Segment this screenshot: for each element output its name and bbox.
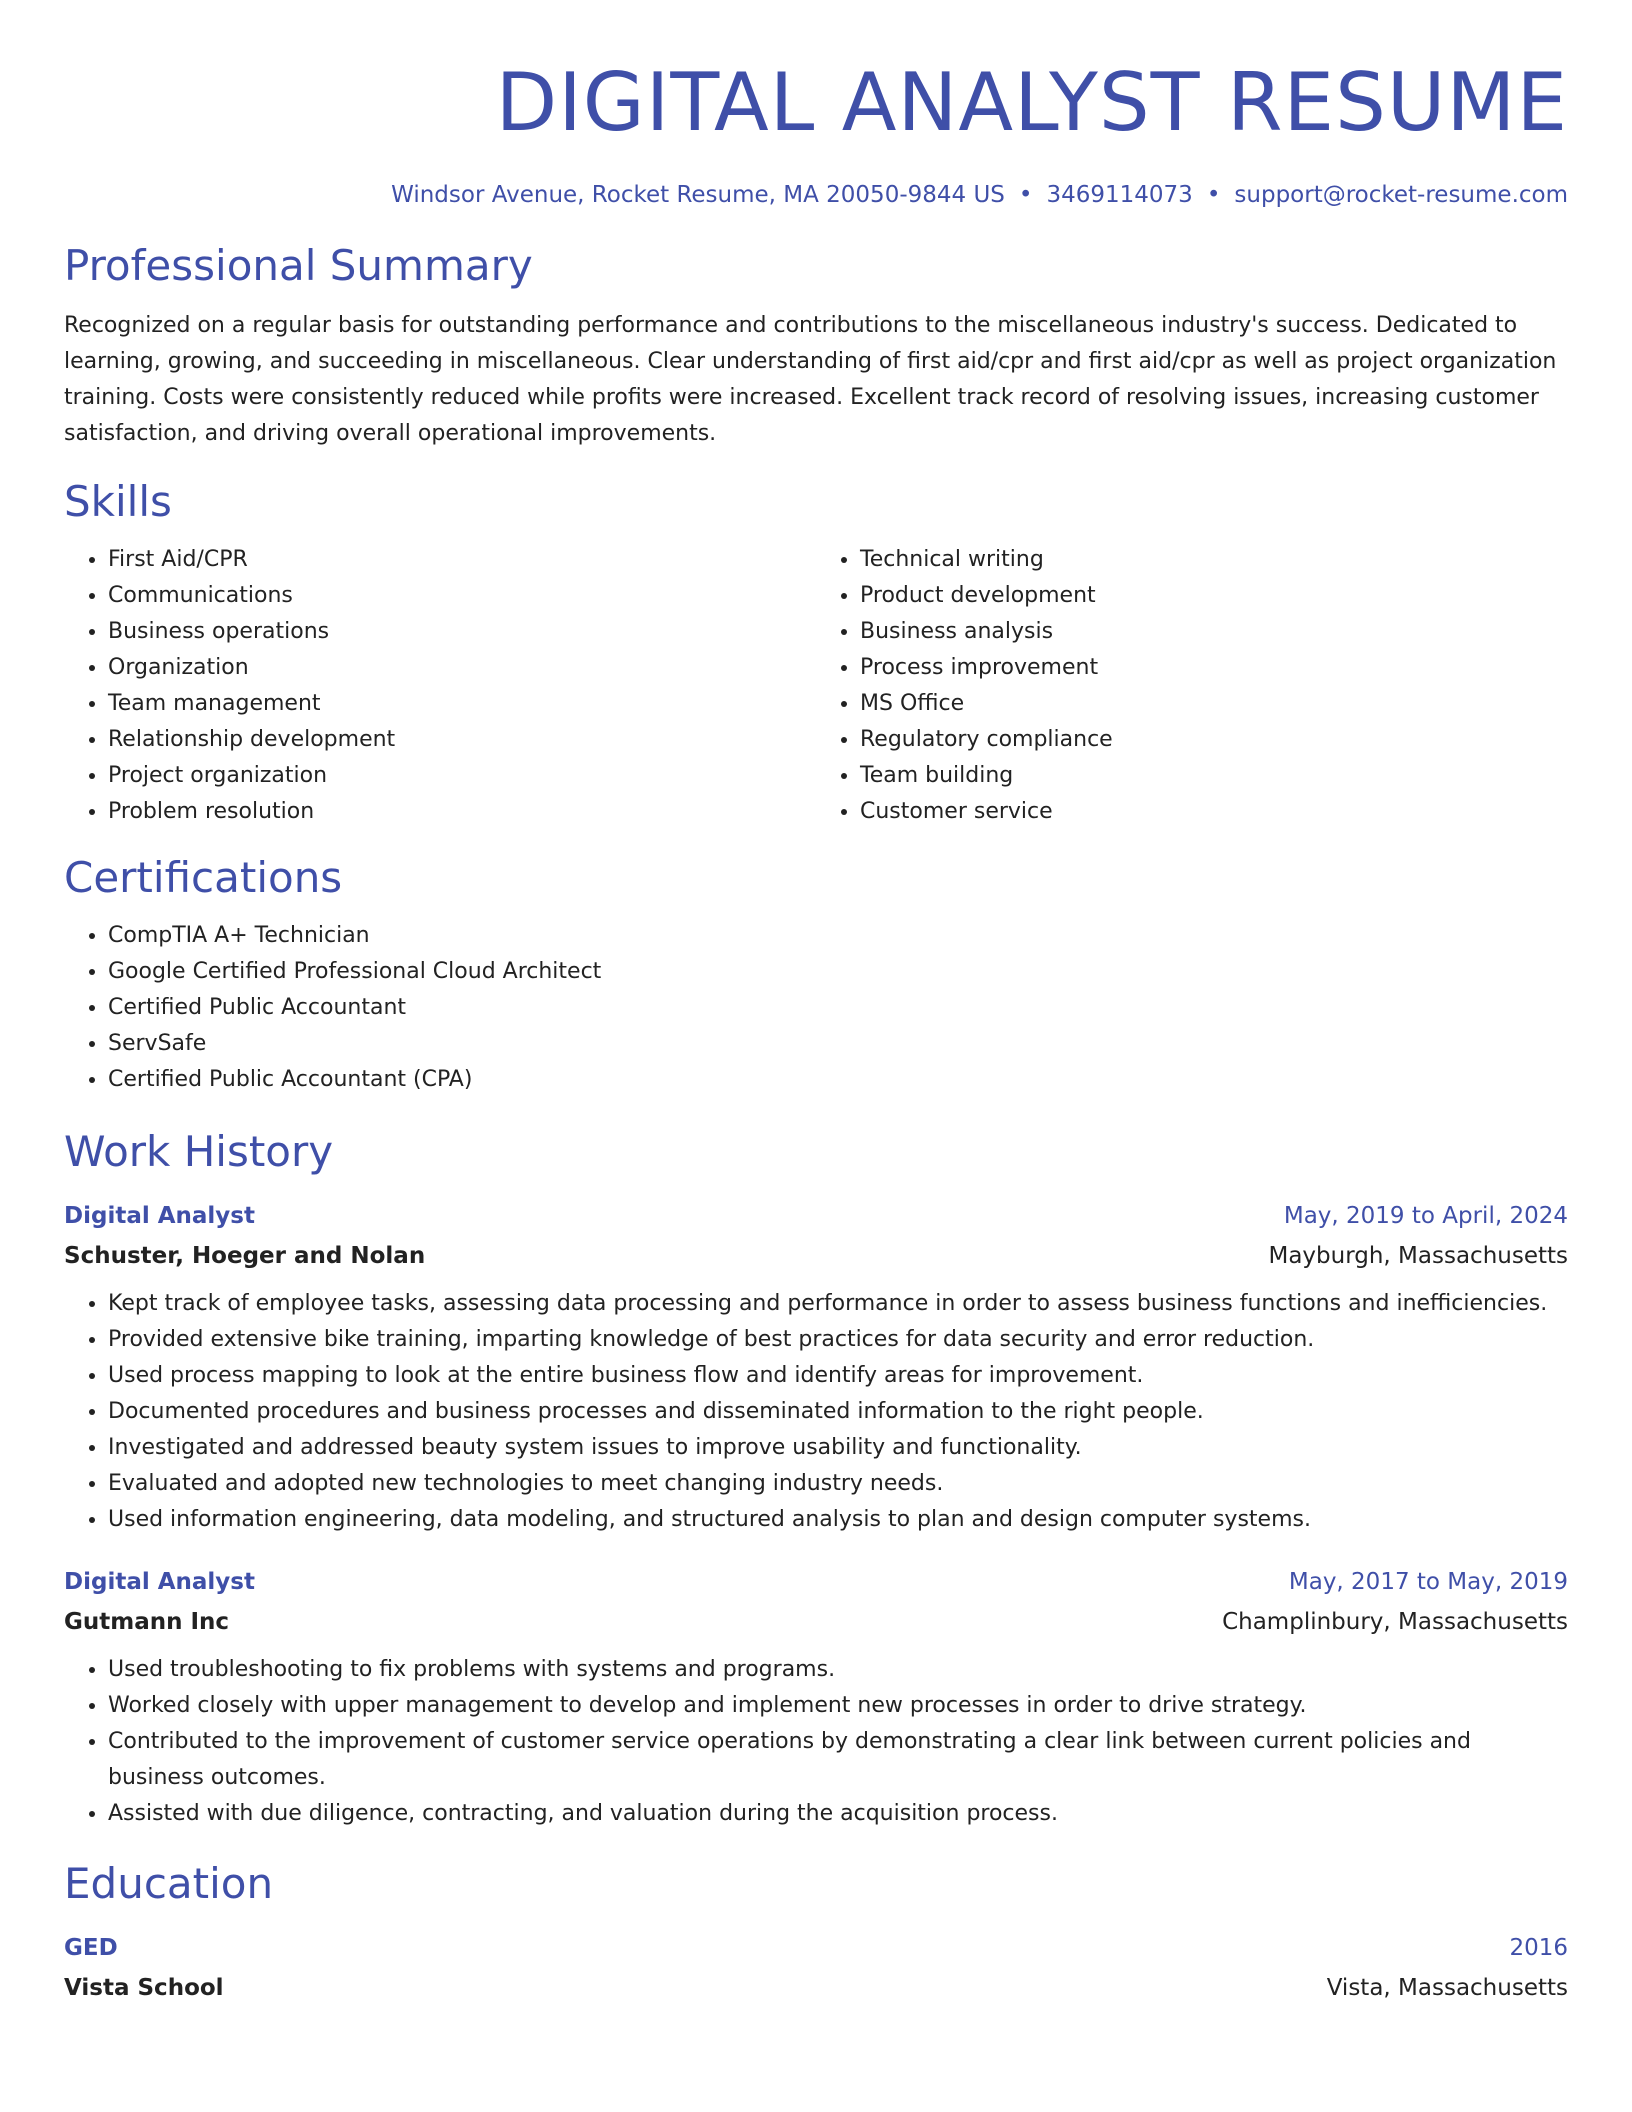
job-company-row (64, 1236, 1568, 1276)
skills-list-left (64, 542, 816, 830)
skill-item: • Relationship development (108, 722, 816, 758)
job-company-row (64, 1602, 1568, 1642)
job-duty: • Evaluated and adopted new technologies to meet changing industry needs. (108, 1466, 1568, 1502)
certifications-section (64, 850, 1568, 1098)
job-title: Digital Analyst (64, 1569, 255, 1595)
education-section (64, 1856, 1568, 2008)
job-duty: • Used information engineering, data modeling, and structured analysis to plan and design computer systems. (108, 1502, 1568, 1538)
skill-item: • Team management (108, 686, 816, 722)
skill-item: • Regulatory compliance (860, 722, 1568, 758)
job-entry (64, 1196, 1568, 1538)
job-duty: • Investigated and addressed beauty system issues to improve usability and functionality. (108, 1430, 1568, 1466)
job-duty: • Worked closely with upper management to develop and implement new processes in order to drive strategy. (108, 1688, 1568, 1724)
skill-item: • Communications (108, 578, 816, 614)
skill-item: • Business operations (108, 614, 816, 650)
job-duties-list (64, 1286, 1568, 1538)
job-dates: May, 2019 to April, 2024 (1283, 1203, 1568, 1229)
contact-email[interactable]: support@rocket-resume.com (1234, 182, 1568, 208)
skill-item: • Customer service (860, 794, 1568, 830)
certification-item: • CompTIA A+ Technician (108, 918, 1568, 954)
skills-heading: Skills (64, 477, 172, 526)
skill-item: • Problem resolution (108, 794, 816, 830)
job-company: Gutmann Inc (64, 1609, 230, 1635)
skill-item: • Technical writing (860, 542, 1568, 578)
job-location: Mayburgh, Massachusetts (1268, 1243, 1568, 1269)
skill-item: • Organization (108, 650, 816, 686)
job-location: Champlinbury, Massachusetts (1222, 1609, 1568, 1635)
work-history-section (64, 1124, 1568, 1832)
skills-columns (64, 542, 1568, 830)
skill-item: • Product development (860, 578, 1568, 614)
job-duty: • Used troubleshooting to fix problems with systems and programs. (108, 1652, 1568, 1688)
certification-item: • Certified Public Accountant (108, 990, 1568, 1026)
summary-text: Recognized on a regular basis for outstanding performance and contributions to the miscellaneous industry's success. Dedicated to learning, growing, and succeeding in miscellaneous. Clear understanding of first aid/cpr and first aid/cpr as well as project organization training. Costs were consistently reduced while profits were increased. Excellent track record of resolving issues, increasing customer satisfaction, and driving overall operational improvements. (64, 313, 1557, 446)
education-school-row (64, 1968, 1568, 2008)
skill-item: • Project organization (108, 758, 816, 794)
education-location: Vista, Massachusetts (1326, 1975, 1568, 2001)
summary-heading: Professional Summary (64, 241, 533, 290)
certifications-heading: Certifications (64, 853, 343, 902)
job-duty: • Assisted with due diligence, contracting, and valuation during the acquisition process. (108, 1796, 1568, 1832)
certification-item: • Certified Public Accountant (CPA) (108, 1062, 1568, 1098)
job-duties-list (64, 1652, 1568, 1832)
contact-address: Windsor Avenue, Rocket Resume, MA 20050-9844 US (391, 182, 1005, 208)
job-company: Schuster, Hoeger and Nolan (64, 1243, 426, 1269)
work-history-heading: Work History (64, 1127, 334, 1176)
job-header-row (64, 1196, 1568, 1236)
job-title: Digital Analyst (64, 1203, 255, 1229)
contact-separator: • (1206, 182, 1221, 208)
certification-item: • Google Certified Professional Cloud Architect (108, 954, 1568, 990)
contact-separator: • (1018, 182, 1033, 208)
skill-item: • Team building (860, 758, 1568, 794)
skill-item: • MS Office (860, 686, 1568, 722)
job-dates: May, 2017 to May, 2019 (1288, 1569, 1568, 1595)
education-school: Vista School (64, 1975, 224, 2001)
skill-item: • First Aid/CPR (108, 542, 816, 578)
job-duty: • Used process mapping to look at the entire business flow and identify areas for improvement. (108, 1358, 1568, 1394)
education-heading: Education (64, 1859, 274, 1908)
skills-list-right (816, 542, 1568, 830)
job-entry (64, 1562, 1568, 1832)
certification-item: • ServSafe (108, 1026, 1568, 1062)
resume-title: DIGITAL ANALYST RESUME (495, 56, 1568, 149)
skills-section (64, 474, 1568, 830)
contact-phone: 3469114073 (1046, 182, 1193, 208)
education-year: 2016 (1509, 1935, 1568, 1961)
certifications-list (64, 918, 1568, 1098)
job-duty: • Documented procedures and business processes and disseminated information to the right people. (108, 1394, 1568, 1430)
skill-item: • Process improvement (860, 650, 1568, 686)
education-degree: GED (64, 1935, 118, 1961)
education-degree-row (64, 1928, 1568, 1968)
contact-line (64, 178, 1568, 212)
skill-item: • Business analysis (860, 614, 1568, 650)
job-duty: • Kept track of employee tasks, assessing data processing and performance in order to assess business functions and inefficiencies. (108, 1286, 1568, 1322)
job-header-row (64, 1562, 1568, 1602)
job-duty: • Contributed to the improvement of customer service operations by demonstrating a clear link between current policies and business outcomes. (108, 1724, 1568, 1796)
summary-section (64, 238, 1568, 452)
job-duty: • Provided extensive bike training, imparting knowledge of best practices for data security and error reduction. (108, 1322, 1568, 1358)
